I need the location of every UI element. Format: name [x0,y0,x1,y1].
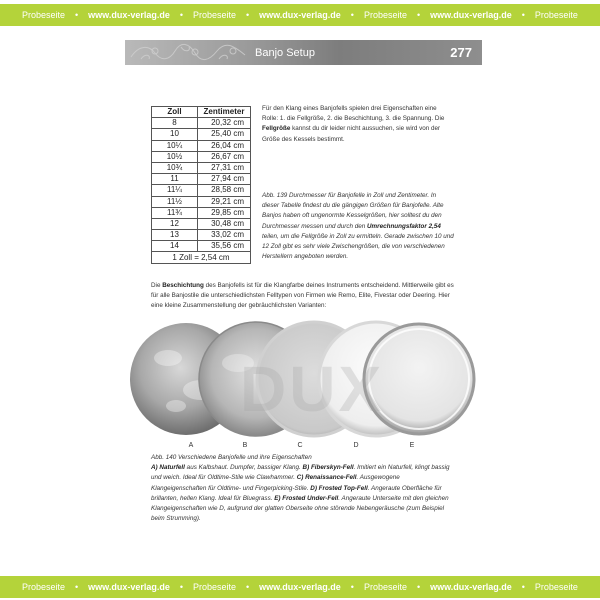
size-table [151,106,251,264]
inch-cell: 11½ [152,196,198,207]
caption-text: . Angeraute Oberfläche für brillanten, hellen Klang. Ideal für Bluegrass. [151,484,442,502]
drumhead-label: B [242,442,248,449]
drumhead-label: D [353,442,359,449]
inch-cell: 11¼ [152,185,198,196]
inch-cell: 11¾ [152,207,198,218]
banner-separator: • [350,582,354,592]
inch-cell: 10 [152,129,198,140]
inch-cell: 11 [152,174,198,185]
table-row [152,140,251,151]
caption-emphasis: E) Frosted Under-Fell [274,494,339,502]
banner-item: Probeseite [22,10,66,20]
banner-separator: • [416,10,421,20]
banner-separator: • [416,582,421,592]
inch-cell: 14 [152,241,198,252]
intro-paragraph [262,104,454,145]
conversion-note: 1 Zoll = 2,54 cm [152,252,251,263]
caption-title: Abb. 140 Verschiedene Banjofelle und ihre Eigenschaften [151,454,312,461]
table-row [152,118,251,129]
banner-separator: • [521,582,525,592]
table-row [152,218,251,229]
cm-cell: 27,31 cm [198,162,251,173]
column-header: Zoll [152,107,198,118]
banner-link[interactable]: www.dux-verlag.de [430,10,512,20]
banner-item: Probeseite [534,10,578,20]
banner-item: Probeseite [534,582,578,592]
figure-139-caption [262,191,454,262]
banner-item: Probeseite [363,582,407,592]
inch-cell: 12 [152,218,198,229]
caption-emphasis: A) Naturfell [151,464,185,472]
drumhead-label: A [188,442,194,449]
table-row [152,129,251,140]
cm-cell: 29,21 cm [198,196,251,207]
cm-cell: 33,02 cm [198,230,251,241]
inch-cell: 10¾ [152,162,198,173]
cm-cell: 28,58 cm [198,185,251,196]
table-row [152,207,251,218]
page-number: 277 [450,45,472,60]
body-text: Die [151,282,163,289]
cm-cell: 26,04 cm [198,140,251,151]
intro-text: Für den Klang eines Banjofells spielen drei Eigenschaften eine Rolle: 1. die Fellgröße, 2. die Beschichtung, 3. die Spannung. Die [262,105,445,123]
banner-separator: • [179,10,183,20]
caption-text: aus Kalbshaut. Dumpfer, bassiger Klang. [184,464,303,472]
table-row [152,230,251,241]
inch-cell: 13 [152,230,198,241]
table-row [152,185,251,196]
cm-cell: 20,32 cm [198,118,251,129]
banner-separator: • [245,10,250,20]
drumhead-label: E [409,442,415,449]
caption-emphasis: B) Fiberskyn-Fell [302,464,354,472]
inch-cell: 8 [152,118,198,129]
banner-link[interactable]: www.dux-verlag.de [430,582,512,592]
caption-text: Abb. 139 Durchmesser für Banjofelle in Zoll und Zentimeter. In dieser Tabelle findest du die gängigen Größen für Banjofelle. Alte Banjos haben oft ungenormte Kesselgrößen, hier solltest du den Durchmesser messen und durch den [262,192,444,230]
cm-cell: 27,94 cm [198,174,251,185]
table-footer-row [152,252,251,263]
banner-separator: • [521,10,525,20]
ornament-icon [129,43,249,62]
table-row [152,174,251,185]
banner-separator: • [245,582,250,592]
caption-emphasis: C) Renaissance-Fell [296,474,357,482]
caption-emphasis: D) Frosted Top-Fell [310,484,368,492]
caption-text: teilen, um die Fellgröße in Zoll zu ermitteln. Gerade zwischen 10 und 12 Zoll gibt es sehr viele Zwischengrößen, die von verschiedenen Herstellern angeboten werden. [262,232,454,261]
banner-separator: • [350,10,354,20]
chapter-header [125,40,482,65]
column-header: Zentimeter [198,107,251,118]
intro-text: kannst du dir leider nicht aussuchen, sie wird von der Größe des Kessels bestimmt. [262,125,441,143]
caption-body [151,463,455,524]
banner-separator: • [75,10,79,20]
caption-text: . Angeraute Unterseite mit den gleichen Klangeigenschaften wie D, aufgrund der glatten Oberseite ohne störende Nebengeräusche (zum Beispiel beim Strumming). [151,494,449,523]
body-emphasis: Beschichtung [162,282,204,289]
table-header-row [152,107,251,118]
inch-cell: 10½ [152,151,198,162]
cm-cell: 35,56 cm [198,241,251,252]
banner-link[interactable]: www.dux-verlag.de [259,10,341,20]
cm-cell: 25,40 cm [198,129,251,140]
caption-text: . Ausgewogene Klangeigenschaften für Oldtime- und Fingerpicking-Stile. [151,474,400,492]
table-row [152,162,251,173]
banner-separator: • [75,582,79,592]
table-row [152,196,251,207]
coating-paragraph [151,281,455,312]
intro-emphasis: Fellgröße [262,125,291,133]
banner-item: Probeseite [363,10,407,20]
table-row [152,151,251,162]
inch-cell: 10¼ [152,140,198,151]
body-text: des Banjofells ist für die Klangfarbe deines Instruments entscheidend. Mittlerweile gibt es für alle Banjostile die unterschiedlichsten Felltypen von Firmen wie Remo, Elite, Fivestar oder Deering. Hier eine kleine Zusammenstellung der gebräuchlichsten Varianten: [151,282,454,310]
caption-text: . Imitiert ein Naturfell, klingt bassig und weich. Ideal für Oldtime-Stile wie Clawhammer. [151,464,450,482]
watermark-logo: DUX [240,353,385,425]
banner-separator: • [179,582,183,592]
banner-link[interactable]: www.dux-verlag.de [88,10,170,20]
caption-emphasis: Umrechnungsfaktor 2,54 [367,222,441,230]
table-row [152,241,251,252]
top-banner [0,4,600,26]
cm-cell: 30,48 cm [198,218,251,229]
figure-140-caption [151,453,455,524]
drumhead-label: C [297,442,303,449]
bottom-banner [0,576,600,598]
cm-cell: 29,85 cm [198,207,251,218]
banner-item: Probeseite [192,582,236,592]
banner-link[interactable]: www.dux-verlag.de [259,582,341,592]
banner-item: Probeseite [22,582,66,592]
cm-cell: 26,67 cm [198,151,251,162]
chapter-title: Banjo Setup [255,46,315,59]
banner-item: Probeseite [192,10,236,20]
banner-link[interactable]: www.dux-verlag.de [88,582,170,592]
